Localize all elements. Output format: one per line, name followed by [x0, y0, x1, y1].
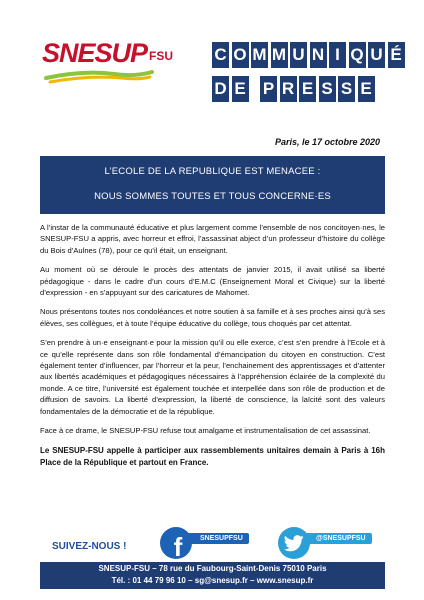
title-line-2: NOUS SOMMES TOUTES ET TOUS CONCERNE·ES	[94, 191, 331, 202]
letter-box: S	[319, 76, 336, 102]
paragraph: S’en prendre à un·e enseignant·e pour la mission qu’il ou elle exerce, c’est s’en prendre à l’Ecole et à ce qu’elle représente dans son rôle fondamental d’émancipation du citoyen en construction. C’est également tenter d’influencer, par l’horreur et la peur, l’enchainement des apprentissages et d’attenter aux libertés académiques et pédagogiques nécessaires à l’appréhension éclairée de la complexité du monde. A ce titre, l’université est également touchée et interpellée dans son rôle de production et de diffusion de savoirs. La liberté d’expression, la liberté de conscience, la laïcité sont des valeurs fondamentales de la démocratie et de la république.	[40, 338, 385, 416]
letter-box: É	[388, 42, 405, 68]
logo-fsu: FSU	[149, 49, 174, 63]
facebook-letter: f	[173, 532, 183, 559]
letter-box: C	[212, 42, 229, 68]
paragraph: Nous présentons toutes nos condoléances et notre soutien à sa famille et à ses proches ainsi qu’à ses élèves, ses collègues, et à toute l’équipe éducative du collège, tous choqués par cet attentat.	[40, 307, 385, 328]
press-release-body	[40, 222, 385, 477]
letter-box: Q	[349, 42, 366, 68]
letter-box: M	[251, 42, 268, 68]
presse-heading	[212, 76, 377, 102]
communique-heading	[212, 42, 407, 68]
footer-address: SNESUP-FSU – 78 rue du Faubourg-Saint-Denis 75010 Paris	[98, 564, 327, 573]
logo-text: SNESUP $^{FSU}$	[42, 38, 174, 68]
letter-box: U	[290, 42, 307, 68]
letter-box: O	[232, 42, 249, 68]
twitter-icon[interactable]	[278, 527, 310, 559]
paragraph: Au moment où se déroule le procès des attentats de janvier 2015, il avait utilisé sa liberté pédagogique - dans le cadre d’un cours d’E.M.C (Enseignement Moral et Civique) sur la liberté d’expression - en s’appuyant sur des caricatures de Mahomet.	[40, 265, 385, 298]
paragraph: Face à ce drame, le SNESUP-FSU refuse tout amalgame et instrumentalisation de cet assassinat.	[40, 426, 371, 436]
title-line-1: L’ECOLE DE LA REPUBLIQUE EST MENACEE :	[104, 166, 321, 177]
letter-box: E	[299, 76, 316, 102]
date-line: Paris, le 17 octobre 2020	[274, 137, 380, 147]
letter-box: I	[329, 42, 346, 68]
letter-box: M	[271, 42, 288, 68]
letter-box: D	[212, 76, 229, 102]
follow-us-label: SUIVEZ-NOUS !	[52, 541, 127, 552]
twitter-bird-icon	[284, 535, 304, 552]
facebook-link[interactable]: SNESUPFSU	[186, 533, 249, 544]
letter-box: S	[338, 76, 355, 102]
paragraph: A l’instar de la communauté éducative et plus largement comme l’ensemble de nos concitoyen·nes, le SNESUP-FSU a appris, avec horreur et effroi, l’assassinat abject d’un professeur d’histoire du collège du Bois d’Aulnes (78), pour ce qu’il était, un enseignant.	[40, 223, 385, 255]
letter-box: R	[280, 76, 297, 102]
footer-contact	[40, 562, 385, 589]
letter-box: P	[260, 76, 277, 102]
letter-box: N	[310, 42, 327, 68]
letter-box: E	[358, 76, 375, 102]
snesup-logo	[36, 38, 174, 94]
logo-swoosh-icon	[44, 68, 154, 84]
letter-box: E	[232, 76, 249, 102]
title-banner	[40, 156, 385, 214]
call-to-action: Le SNESUP-FSU appelle à participer aux rassemblements unitaires demain à Paris à 16h Place de la République et partout en France.	[40, 445, 385, 467]
letter-box: U	[368, 42, 385, 68]
facebook-icon[interactable]	[160, 527, 192, 559]
footer-contact-line: Tél. : 01 44 79 96 10 – sg@snesup.fr – www.snesup.fr	[111, 576, 314, 585]
twitter-link[interactable]: @SNESUPFSU	[304, 533, 372, 544]
